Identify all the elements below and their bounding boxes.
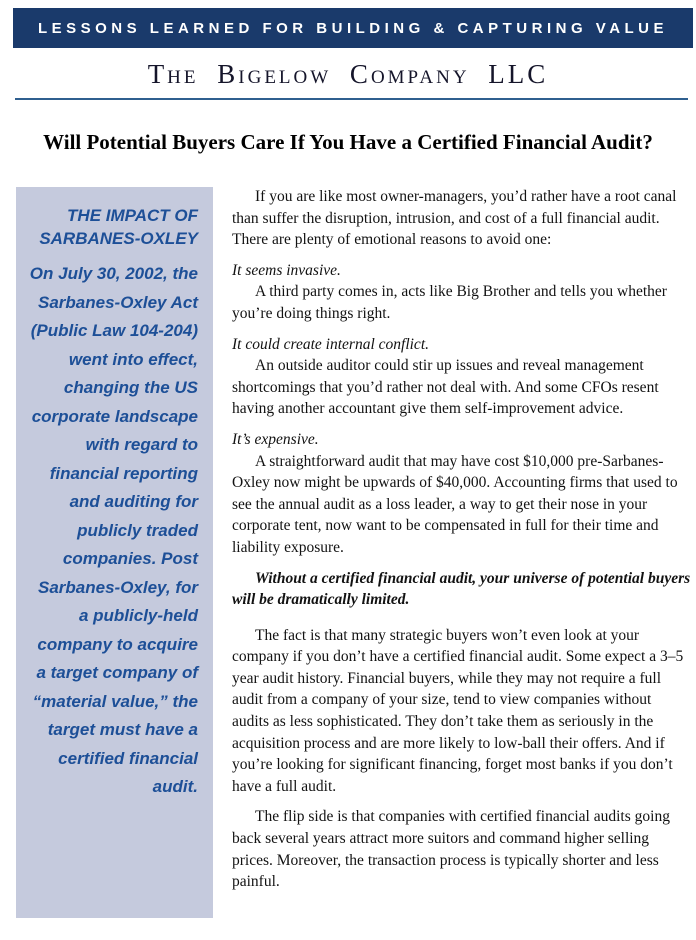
body-paragraph: The fact is that many strategic buyers won’t even look at your company if you don’t have a certified financial audit. Some expect a 3–5 year audit history. Financial buyers, while they may not require a full audit from a company of your size, tend to view companies without audits as less sophisticated. They don’t take them as seriously in the acquisition process and are more likely to low-ball their offers. And if you’re looking for significant financing, forget most banks if you don’t have a full audit.: [232, 626, 684, 795]
body-paragraph: A third party comes in, acts like Big Brother and tells you whether you’re doing things right.: [232, 283, 667, 322]
masthead-banner: [13, 8, 693, 48]
body-paragraph: An outside auditor could stir up issues and reveal management shortcomings that you’d rather not deal with. And some CFOs resent having another accountant give them self-improvement advice.: [232, 357, 659, 418]
sidebar-heading: THE IMPACT OF SARBANES-OXLEY: [39, 206, 198, 248]
body-paragraph: If you are like most owner-managers, you’d rather have a root canal than suffer the disruption, intrusion, and cost of a full financial audit. There are plenty of emotional reasons to avoid one:: [232, 188, 677, 249]
callout-paragraph: Without a certified financial audit, your universe of potential buyers will be dramatically limited.: [232, 569, 691, 609]
lead-in-heading: It’s expensive.: [232, 430, 319, 448]
body-paragraph: The flip side is that companies with certified financial audits going back several years attract more suitors and command higher selling prices. Moreover, the transaction process is typically shorter and less painful.: [232, 808, 670, 891]
company-name: The Bigelow Company LLC: [147, 59, 549, 89]
sidebar-callout-box: [16, 187, 213, 918]
banner-title: LESSONS LEARNED FOR BUILDING & CAPTURING VALUE: [37, 19, 669, 37]
sidebar-text: On July 30, 2002, the Sarbanes-Oxley Act (Public Law 104-204) went into effect, changing the US corporate landscape with regard to financial reporting and auditing for publicly traded companies. Post Sarbanes-Oxley, for a publicly-held company to acquire a target company of “material value,” the target must have a certified financial audit.: [29, 264, 198, 796]
article-body: [232, 186, 691, 902]
divider-rule: [15, 98, 688, 100]
lead-in-heading: It could create internal conflict.: [232, 335, 429, 353]
lead-in-heading: It seems invasive.: [232, 261, 341, 279]
body-paragraph: A straightforward audit that may have cost $10,000 pre-Sarbanes-Oxley now might be upwards of $40,000. Accounting firms that used to see the annual audit as a loss leader, a way to get their nose in your corporate tent, now want to be compensated in full for their time and liability exposure.: [232, 452, 678, 556]
article-title: Will Potential Buyers Care If You Have a Certified Financial Audit?: [43, 130, 653, 154]
